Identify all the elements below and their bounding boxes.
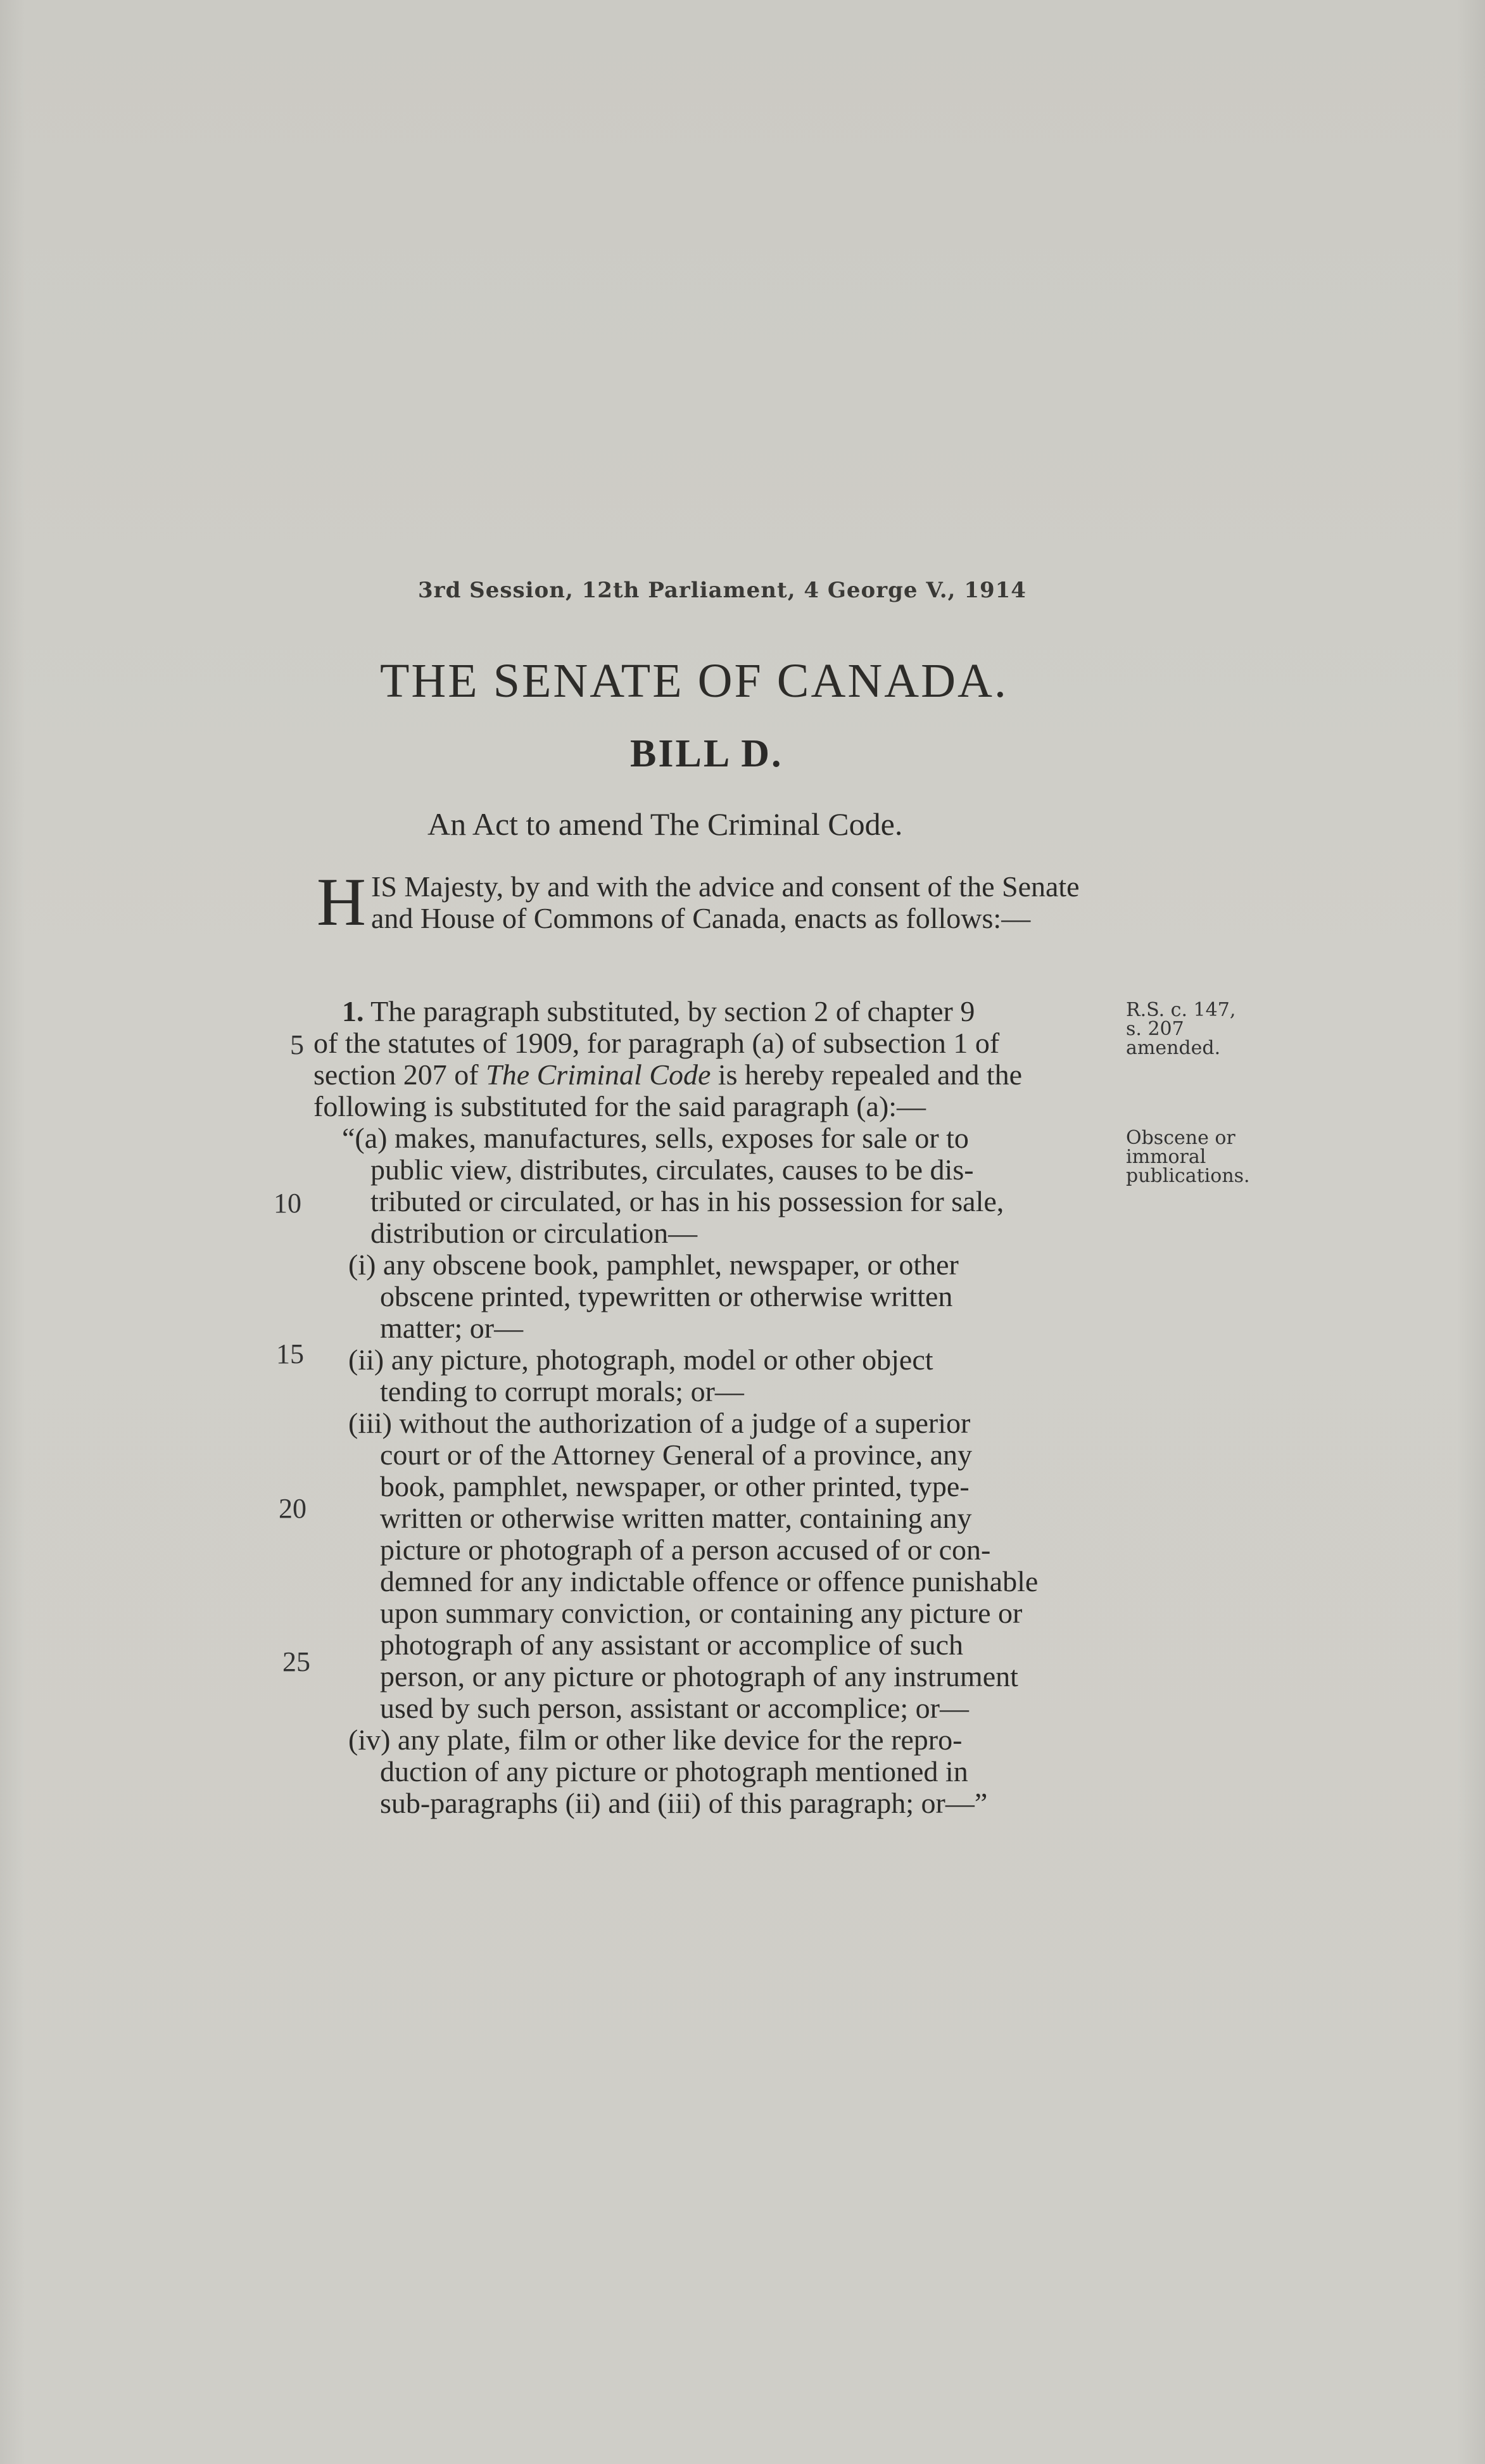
subparagraph-line: duction of any picture or photograph mentioned in: [380, 1755, 968, 1788]
margin-note-line: amended.: [1126, 1037, 1221, 1059]
subparagraph-line: demned for any indictable offence or offence punishable: [380, 1565, 1039, 1597]
act-title: An Act to amend The Criminal Code.: [427, 806, 903, 842]
subparagraph-line: written or otherwise written matter, containing any: [380, 1502, 972, 1534]
section-text: is hereby repealed and the: [717, 1058, 1023, 1091]
margin-note-line: R.S. c. 147,: [1126, 999, 1236, 1021]
subparagraph-line: sub-paragraphs (ii) and (iii) of this paragraph; or—”: [380, 1787, 988, 1819]
line-number: 25: [282, 1646, 310, 1677]
statute-name: The Criminal Code: [486, 1058, 711, 1091]
subparagraph-line: photograph of any assistant or accomplice of such: [380, 1629, 964, 1661]
subparagraph-line: used by such person, assistant or accomplice; or—: [380, 1692, 969, 1724]
enacting-text: IS Majesty, by and with the advice and consent of the Senate and House of Commons of Canada, enacts as follows:—: [371, 870, 1080, 934]
subparagraph-line: book, pamphlet, newspaper, or other printed, type-: [380, 1470, 970, 1502]
subparagraph-line: tending to corrupt morals; or—: [380, 1375, 744, 1407]
paragraph-line: “(a) makes, manufactures, sells, exposes for sale or to: [342, 1122, 969, 1154]
paragraph-line: tributed or circulated, or has in his possession for sale,: [370, 1185, 1004, 1217]
drop-cap: H: [317, 865, 366, 940]
margin-note-subject: [1126, 1129, 1250, 1186]
subparagraph-line: (ii) any picture, photograph, model or other object: [348, 1343, 933, 1376]
subparagraph-line: (i) any obscene book, pamphlet, newspaper, or other: [348, 1248, 959, 1281]
margin-note-line: publications.: [1126, 1165, 1250, 1187]
session-line: 3rd Session, 12th Parliament, 4 George V., 1914: [418, 578, 1027, 603]
section-text: The paragraph substituted, by section 2 of chapter 9: [370, 995, 975, 1027]
margin-note-line: s. 207: [1126, 1018, 1184, 1040]
section-line: following is substituted for the said paragraph (a):—: [313, 1090, 926, 1122]
subparagraph-line: (iv) any plate, film or other like device for the repro-: [348, 1724, 963, 1756]
subparagraph-line: upon summary conviction, or containing any picture or: [380, 1597, 1023, 1629]
line-number: 10: [274, 1188, 301, 1219]
enacting-clause: [317, 865, 1121, 940]
section-line: [342, 996, 975, 1027]
paragraph-line: distribution or circulation—: [370, 1217, 698, 1249]
line-number: 15: [276, 1338, 304, 1369]
subparagraph-line: matter; or—: [380, 1312, 524, 1344]
line-number: 20: [279, 1493, 306, 1524]
margin-note-line: immoral: [1126, 1146, 1206, 1168]
margin-note-statute: [1126, 1001, 1235, 1058]
subparagraph-line: obscene printed, typewritten or otherwise written: [380, 1280, 953, 1312]
section-number: 1.: [342, 995, 364, 1027]
section-text: section 207 of: [313, 1058, 479, 1091]
bill-title: BILL D.: [630, 732, 783, 775]
paragraph-line: public view, distributes, circulates, causes to be dis-: [370, 1153, 974, 1186]
subparagraph-line: picture or photograph of a person accused of or con-: [380, 1534, 991, 1566]
subparagraph-line: court or of the Attorney General of a province, any: [380, 1438, 972, 1471]
margin-note-line: Obscene or: [1126, 1127, 1235, 1149]
line-number: 5: [290, 1029, 304, 1060]
subparagraph-line: person, or any picture or photograph of any instrument: [380, 1660, 1018, 1692]
section-line: [313, 1059, 1022, 1091]
section-line: of the statutes of 1909, for paragraph (a) of subsection 1 of: [313, 1027, 1000, 1059]
chamber-heading: THE SENATE OF CANADA.: [380, 654, 1008, 708]
subparagraph-line: (iii) without the authorization of a judge of a superior: [348, 1407, 971, 1439]
